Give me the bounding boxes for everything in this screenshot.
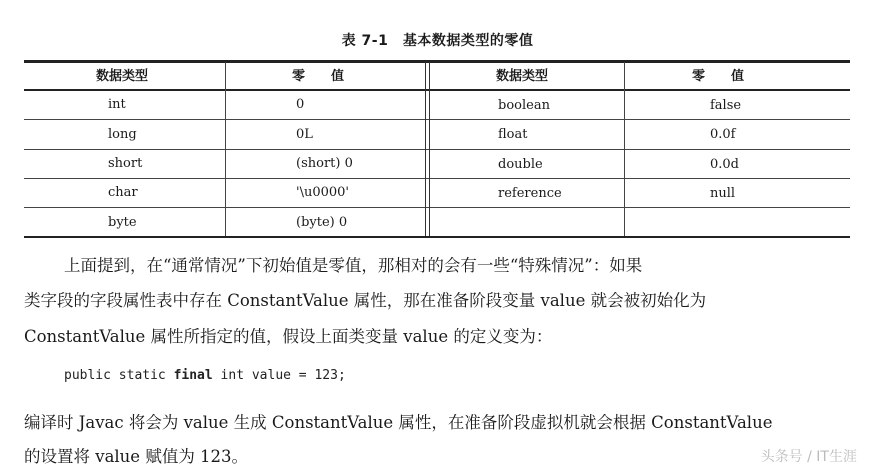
- table-cell: 0L: [296, 127, 313, 142]
- paragraph-line: 的设置将 value 赋值为 123。: [24, 447, 249, 466]
- table-cell: 0.0f: [710, 127, 736, 142]
- code-prefix: public static: [64, 368, 174, 383]
- header-data-type-left: 数据类型: [96, 69, 149, 84]
- table-caption: 表 7-1 基本数据类型的零值: [341, 33, 534, 49]
- table-cell: int: [108, 97, 126, 112]
- paragraph-line: 类字段的字段属性表中存在 ConstantValue 属性，那在准备阶段变量 value 就会被初始化为: [24, 291, 707, 310]
- header-data-type-right: 数据类型: [496, 69, 549, 84]
- table-column-divider: [225, 62, 226, 236]
- table-bottom-rule: [24, 236, 850, 238]
- zero-value-table: [24, 60, 850, 238]
- paragraph-line: 上面提到，在“通常情况”下初始值是零值，那相对的会有一些“特殊情况”：如果: [64, 256, 643, 275]
- paragraph-line: 编译时 Javac 将会为 value 生成 ConstantValue 属性，在准备阶段虚拟机就会根据 ConstantValue: [24, 413, 773, 432]
- table-cell: float: [498, 127, 528, 142]
- watermark: 头条号 / IT生涯: [760, 449, 857, 465]
- paragraph-line: ConstantValue 属性所指定的值，假设上面类变量 value 的定义变为：: [24, 327, 553, 346]
- table-cell: null: [710, 186, 736, 201]
- code-suffix: int value = 123;: [212, 368, 346, 383]
- table-cell: 0: [296, 97, 305, 112]
- table-cell: (byte) 0: [296, 215, 348, 230]
- table-cell: false: [710, 98, 742, 113]
- table-double-divider: [425, 62, 430, 236]
- header-zero-value-right: 零 值: [692, 69, 745, 84]
- code-keyword: final: [173, 368, 213, 383]
- table-cell: boolean: [498, 98, 550, 113]
- table-cell: '\u0000': [296, 185, 349, 200]
- table-cell: 0.0d: [710, 157, 739, 172]
- table-cell: short: [108, 156, 143, 171]
- table-cell: reference: [498, 186, 562, 201]
- table-column-divider: [624, 62, 625, 236]
- code-snippet: [64, 368, 346, 383]
- table-cell: (short) 0: [296, 156, 353, 171]
- table-cell: char: [108, 185, 138, 200]
- header-zero-value-left: 零 值: [292, 69, 345, 84]
- table-cell: byte: [108, 215, 137, 230]
- table-cell: double: [498, 157, 543, 172]
- table-cell: long: [108, 127, 137, 142]
